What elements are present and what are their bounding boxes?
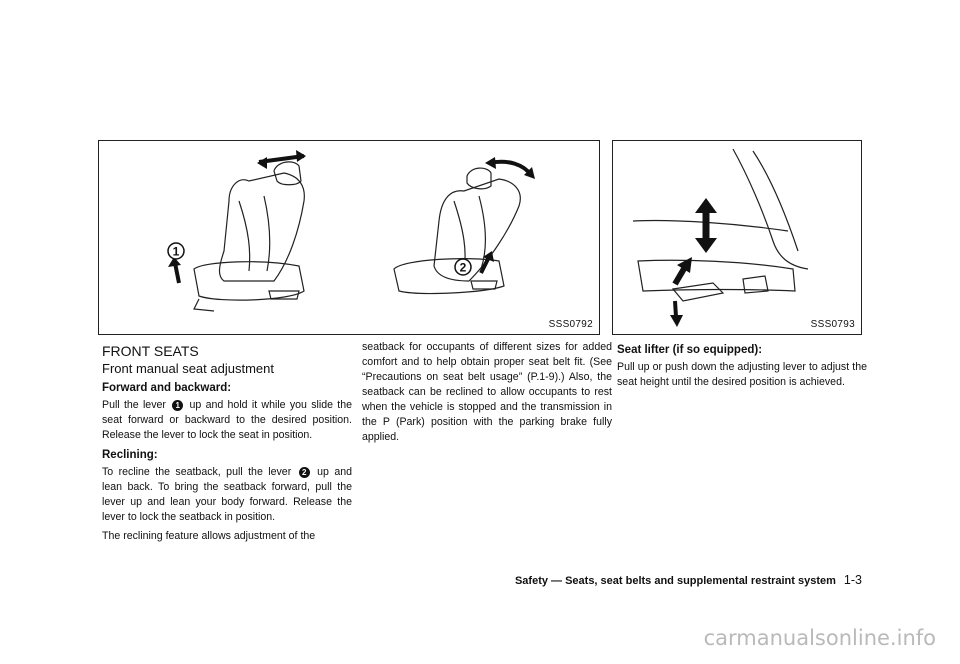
reclining-paragraph: To recline the seatback, pull the lever 2 up and lean back. To bring the seatback forward, pull the lever up and lean your body forward. Release the lever to lock the seatback in position. [102,466,352,523]
reclining-continued-paragraph: seatback for occupants of different sizes for added comfort and to help obtain proper seat belt fit. (See “Precautions on seat belt usage” (P.1-9).) Also, the seatback can be reclined to allow occupants to rest when the vehicle is stopped and the transmission in the P (Park) position with the parking brake fully applied. [362,341,612,443]
lifter-lever [673,283,723,301]
section-title: FRONT SEATS [102,343,199,359]
callout-1: 1 [172,244,180,259]
seatback-right [434,179,520,281]
lifter-heading: Seat lifter (if so equipped): [617,344,763,356]
page-footer [515,573,862,587]
figure-seat-lifter [612,140,862,335]
callout-1-marker [168,243,184,259]
height-arrow-icon [695,198,717,253]
callout-2-marker [455,259,471,275]
recline-arrow-icon [485,157,535,179]
text-column-1 [102,340,352,548]
reclining-feature-paragraph: The reclining feature allows adjustment of the [102,530,316,542]
seat-lifter-illustration [613,141,861,334]
figure-code: SSS0792 [548,319,593,330]
marker-2-icon: 2 [299,467,310,478]
callout-2: 2 [459,260,467,275]
reclining-heading: Reclining: [102,449,158,461]
forward-paragraph: Pull the lever 1 up and hold it while you slide the seat forward or backward to the desired position. Release the lever to lock the seat in position. [102,399,353,441]
section-subtitle: Front manual seat adjustment [102,361,274,376]
lifter-paragraph: Pull up or push down the adjusting lever to adjust the seat height until the desired position is achieved. [617,361,867,388]
forward-heading: Forward and backward: [102,382,232,394]
seat-illustrations [99,141,599,334]
figure-code: SSS0793 [810,319,855,330]
text-column-2 [362,340,612,449]
lever-up-arrow-icon [168,257,181,283]
page-number: 1-3 [843,573,862,587]
marker-1-icon: 1 [172,400,183,411]
watermark: carmanualsonline.info [703,626,936,650]
footer-section-title: Safety — Seats, seat belts and supplemental restraint system [514,575,836,587]
lever-up-arrow-icon [675,257,692,284]
lever-down-arrow-icon [670,301,683,327]
seatback-outline [733,149,808,269]
figure-seat-adjustment [98,140,600,335]
text-column-3 [617,340,867,394]
